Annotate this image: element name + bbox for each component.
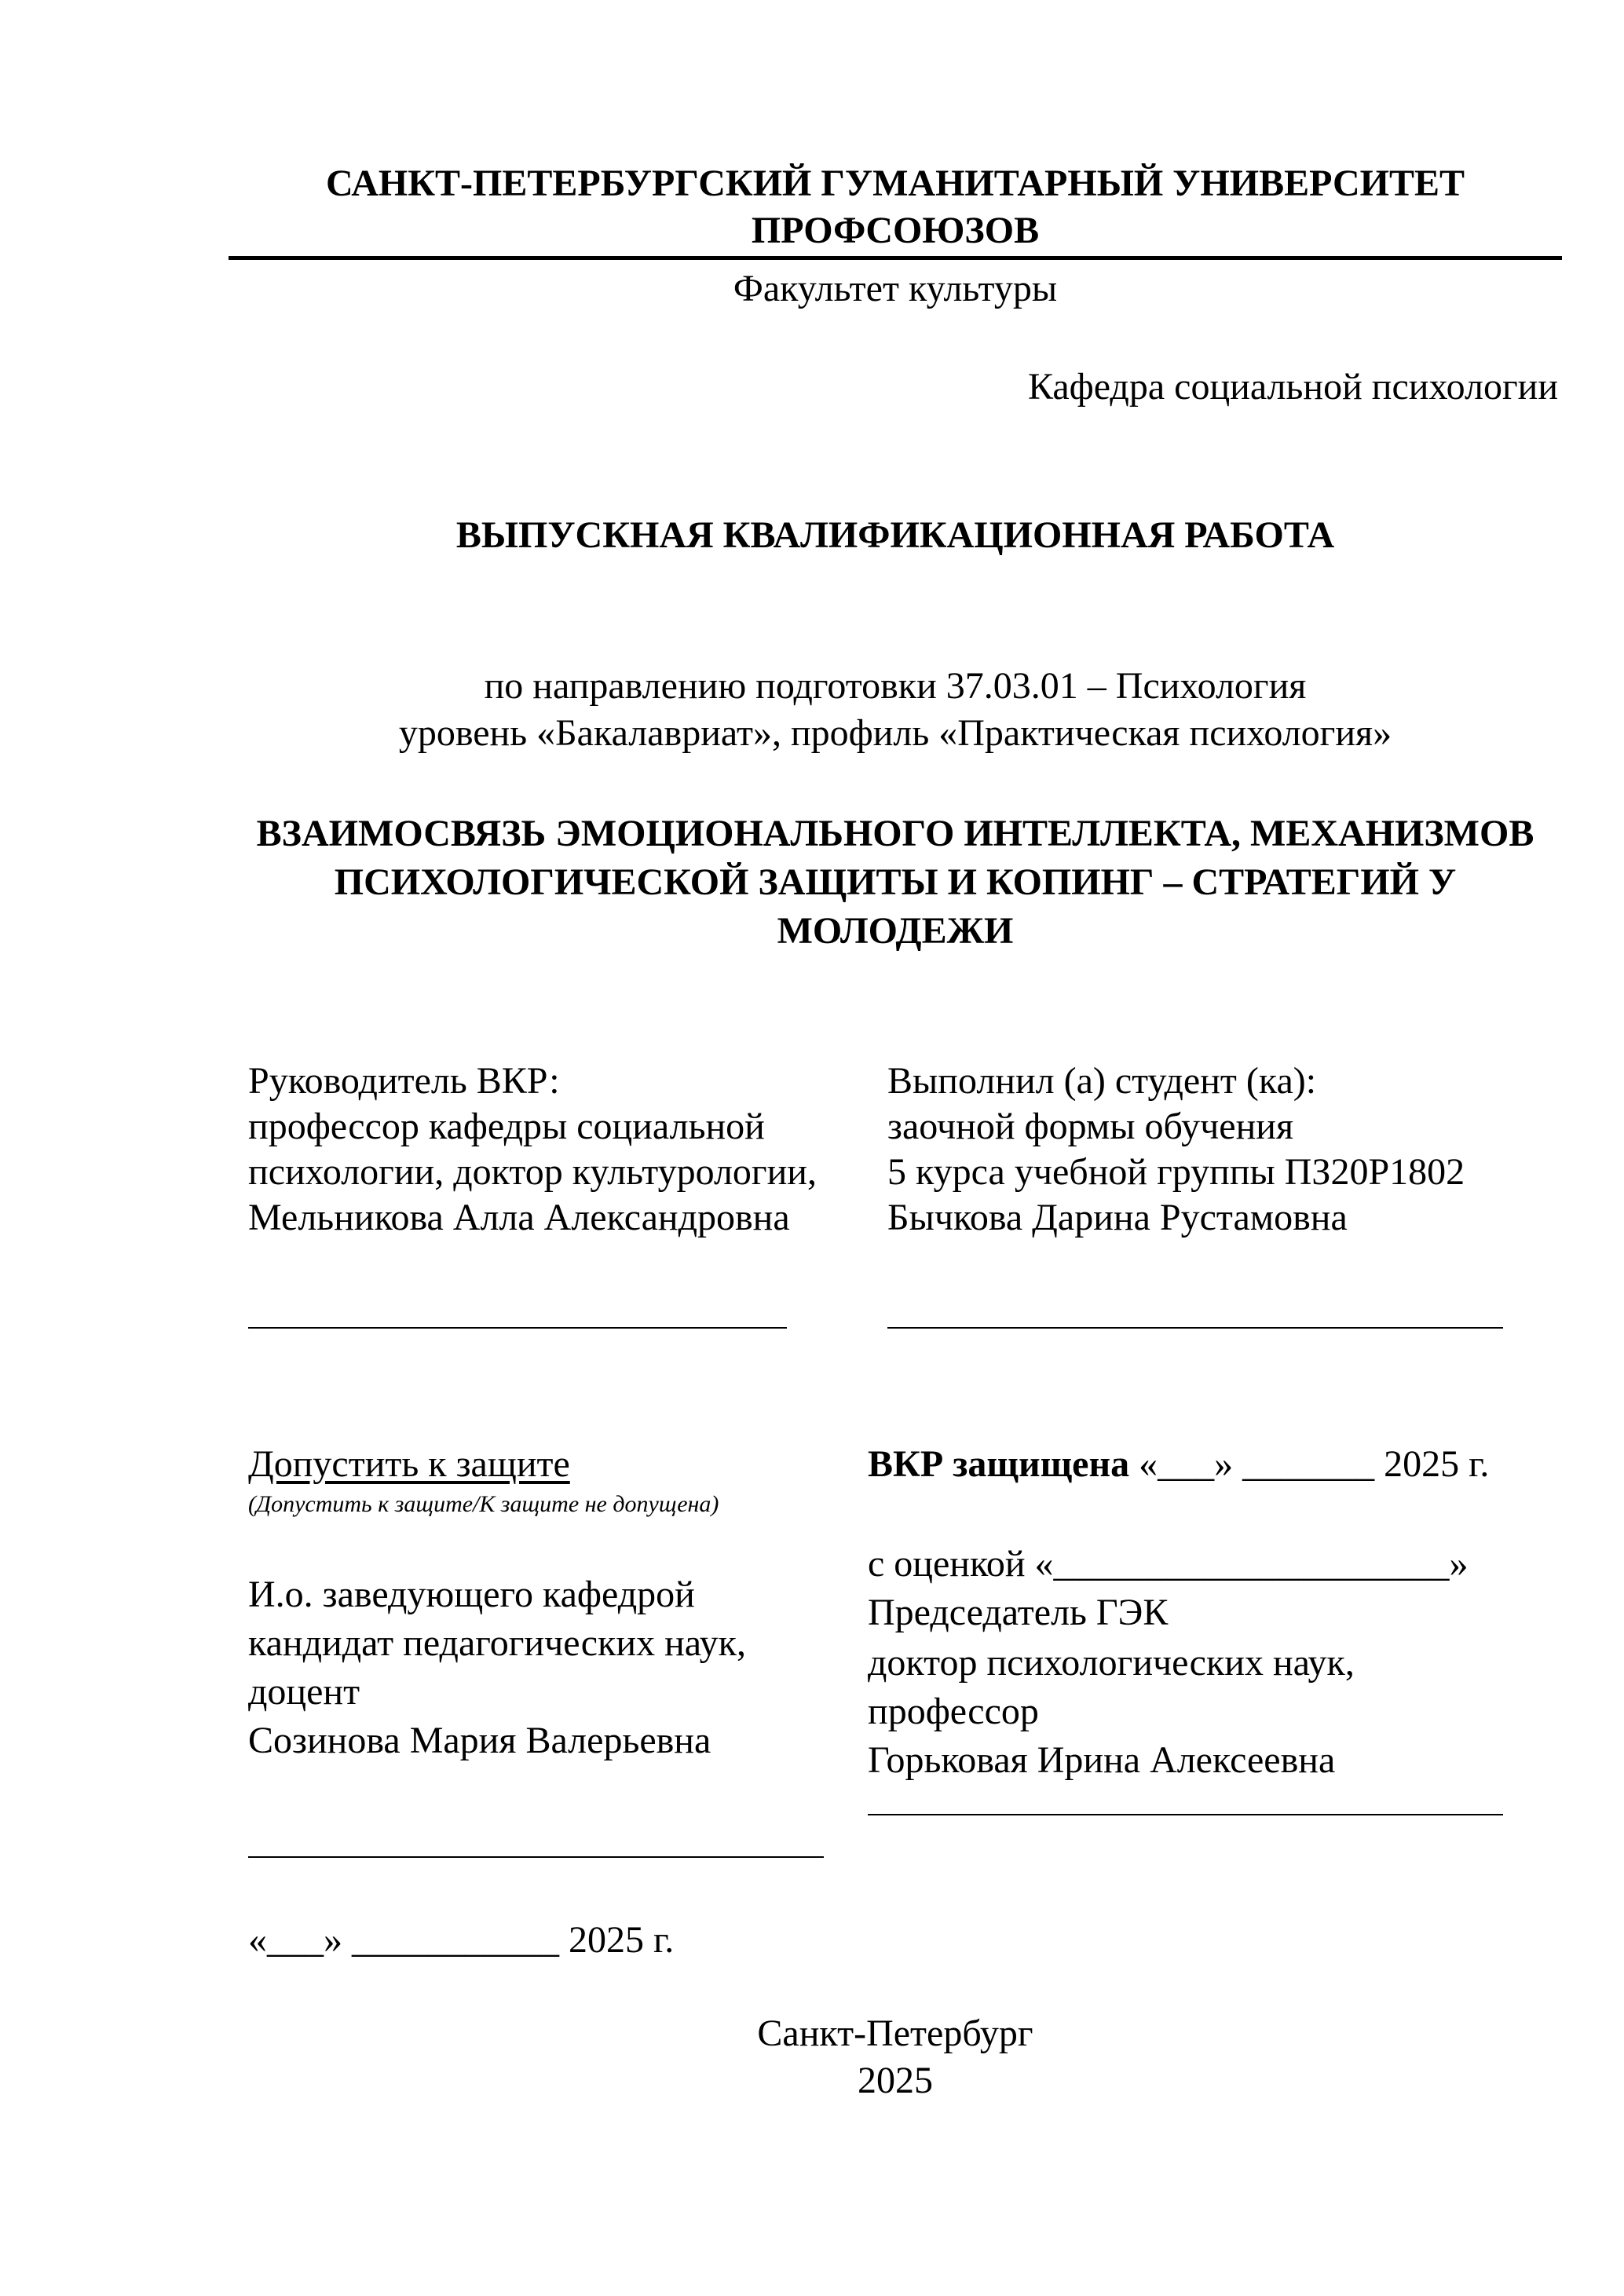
year: 2025: [858, 2060, 933, 2101]
supervisor-label: Руководитель ВКР:: [248, 1060, 560, 1102]
student-study-form: заочной формы обучения: [887, 1106, 1294, 1147]
admission-hint: (Допустить к защите/К защите не допущена): [248, 1491, 719, 1517]
direction-line1: по направлению подготовки 37.03.01 – Психология: [484, 665, 1307, 707]
faculty: Факультет культуры: [733, 268, 1058, 309]
supervisor-name: Мельникова Алла Александровна: [248, 1197, 790, 1238]
admission-decision: Допустить к защите: [248, 1443, 570, 1485]
supervisor-signature-line: [248, 1327, 787, 1329]
head-title: доцент: [248, 1671, 360, 1713]
university-name-line2: ПРОФСОЮЗОВ: [751, 210, 1040, 251]
head-position: И.о. заведующего кафедрой: [248, 1574, 695, 1615]
department: Кафедра социальной психологии: [1027, 366, 1558, 408]
university-name-line1: САНКТ-ПЕТЕРБУРГСКИЙ ГУМАНИТАРНЫЙ УНИВЕРСИТЕТ: [325, 163, 1465, 204]
student-signature-line: [887, 1327, 1503, 1329]
direction-line2: уровень «Бакалавриат», профиль «Практическая психология»: [398, 712, 1392, 754]
admission-date: «___» ___________ 2025 г.: [248, 1919, 675, 1961]
supervisor-position: профессор кафедры социальной: [248, 1106, 765, 1147]
header-divider: [229, 256, 1562, 260]
head-name: Созинова Мария Валерьевна: [248, 1720, 711, 1761]
student-group: 5 курса учебной группы ПЗ20Р1802: [887, 1151, 1465, 1193]
thesis-title-line3: МОЛОДЕЖИ: [777, 910, 1014, 952]
defense-status: [868, 1442, 1489, 1487]
defense-grade: с оценкой «_____________________»: [868, 1543, 1469, 1585]
defense-date: «___» _______ 2025 г.: [1139, 1443, 1490, 1485]
student-label: Выполнил (а) студент (ка):: [887, 1060, 1317, 1102]
thesis-title-line1: ВЗАИМОСВЯЗЬ ЭМОЦИОНАЛЬНОГО ИНТЕЛЛЕКТА, МЕХАНИЗМОВ: [256, 813, 1534, 854]
head-degree: кандидат педагогических наук,: [248, 1622, 746, 1664]
work-type: ВЫПУСКНАЯ КВАЛИФИКАЦИОННАЯ РАБОТА: [455, 514, 1335, 556]
gek-signature-line: [868, 1814, 1503, 1815]
gek-chair: Председатель ГЭК: [868, 1592, 1169, 1633]
gek-chair-degree: доктор психологических наук,: [868, 1642, 1355, 1684]
supervisor-degree: психологии, доктор культурологии,: [248, 1151, 817, 1193]
gek-chair-title: профессор: [868, 1691, 1039, 1732]
gek-chair-name: Горьковая Ирина Алексеевна: [868, 1739, 1336, 1781]
student-name: Бычкова Дарина Рустамовна: [887, 1197, 1348, 1238]
head-signature-line: [248, 1856, 824, 1858]
thesis-title-line2: ПСИХОЛОГИЧЕСКОЙ ЗАЩИТЫ И КОПИНГ – СТРАТЕГИЙ У: [334, 861, 1457, 903]
city: Санкт-Петербург: [757, 2013, 1033, 2054]
defense-label: ВКР защищена: [868, 1443, 1130, 1485]
